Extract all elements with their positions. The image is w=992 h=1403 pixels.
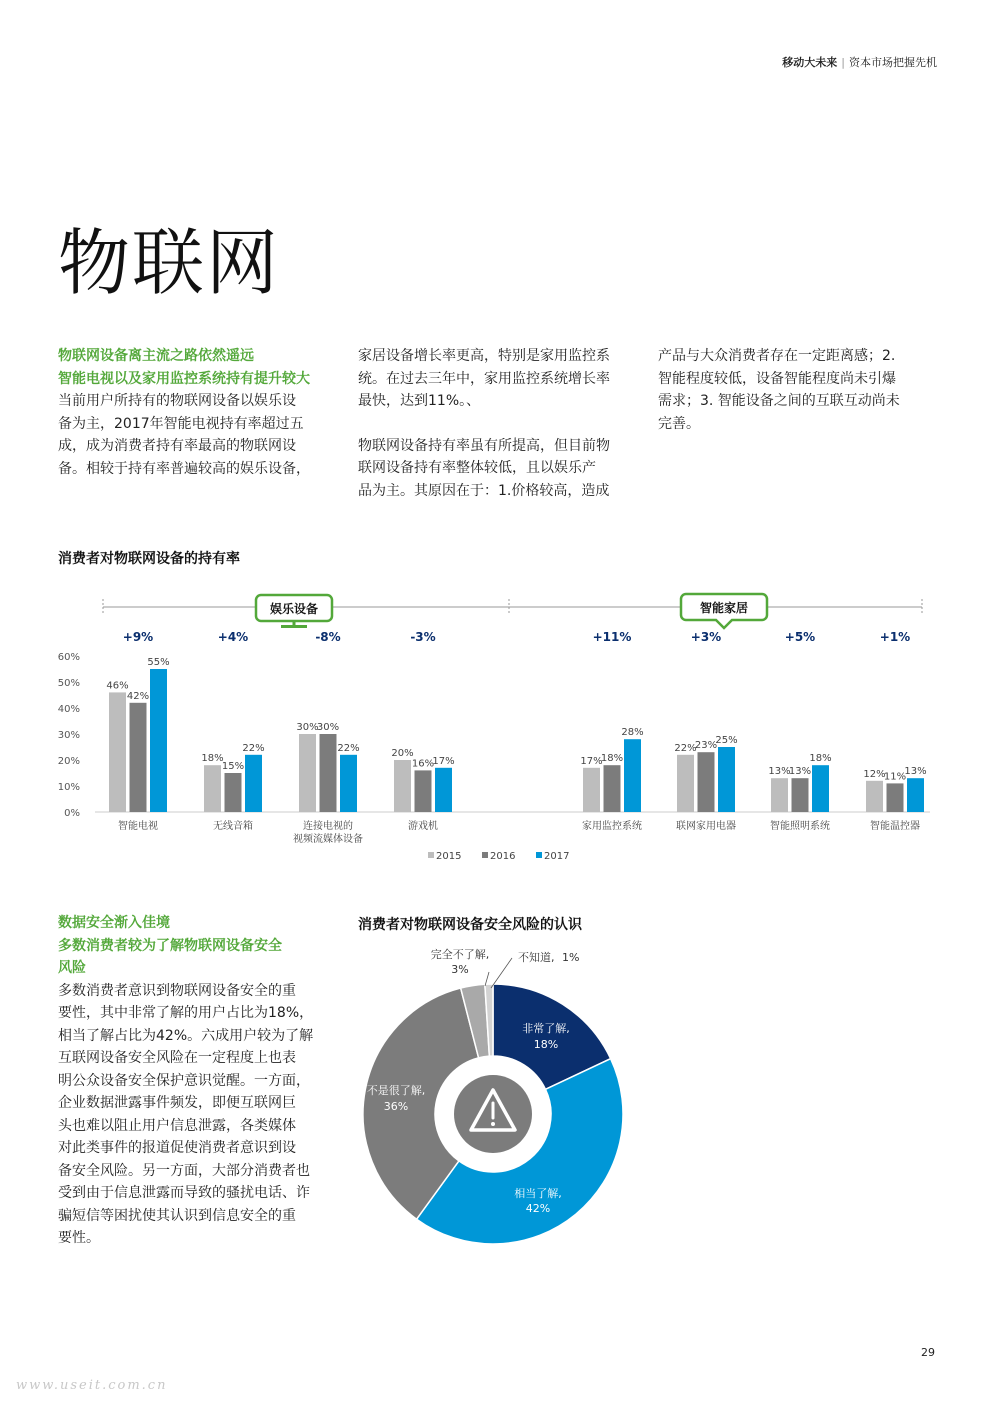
intro-column-1: [58, 345, 338, 480]
data-label: 18%: [600, 753, 624, 765]
security-line: 要性，其中非常了解的用户占比为18%，: [58, 1005, 314, 1021]
donut-label-quite: 相当了解,: [514, 1187, 562, 1200]
intro-line: 智能程度较低，设备智能程度尚未引爆: [658, 370, 896, 387]
change-label: +4%: [217, 630, 249, 644]
device-ownership-chart: [0, 585, 992, 875]
security-heading-2b: 风险: [58, 960, 86, 976]
chart-group-frame: [103, 594, 922, 628]
bar-2015: [583, 768, 600, 812]
bar-2017: [624, 739, 641, 812]
entertainment-group-badge: 娱乐设备: [269, 602, 319, 616]
y-tick-label: 0%: [64, 808, 80, 819]
donut-label-unknown: 不知道,: [518, 951, 555, 964]
bar-2017: [435, 768, 452, 812]
intro-line: 家居设备增长率更高，特别是家用监控系: [358, 348, 610, 364]
smart-home-group-badge: 智能家居: [699, 601, 749, 615]
security-line: 备安全风险。另一方面，大部分消费者也: [58, 1162, 310, 1179]
data-label: 18%: [201, 753, 224, 765]
bar-2015: [394, 760, 411, 812]
x-tick-label: 家用监控系统: [582, 821, 642, 832]
bar-2017: [150, 669, 167, 812]
security-column: [58, 912, 343, 1250]
y-tick-label: 10%: [57, 782, 80, 793]
bar-2016: [887, 783, 904, 812]
donut-pct-none: 3%: [451, 963, 469, 976]
bar-2016: [130, 703, 147, 812]
y-tick-label: 40%: [57, 704, 80, 715]
header-subtitle: 资本市场把握先机: [849, 56, 937, 69]
data-label: 46%: [106, 680, 129, 692]
donut-pct-quite: 42%: [525, 1202, 551, 1215]
y-tick-label: 30%: [57, 730, 80, 741]
data-label: 12%: [863, 768, 886, 780]
security-line: 互联网设备安全风险在一定程度上也表: [58, 1050, 296, 1066]
bar-2017: [907, 778, 924, 812]
x-tick-label: 连接电视的: [303, 821, 353, 832]
bar-2016: [415, 770, 432, 812]
bar-2015: [299, 734, 316, 812]
data-label: 20%: [391, 748, 414, 759]
change-label: +5%: [784, 630, 816, 644]
security-line: 明公众设备安全保护意识觉醒。一方面，: [58, 1072, 310, 1089]
change-label: +3%: [690, 630, 722, 644]
security-heading-1: 数据安全渐入佳境: [58, 915, 170, 931]
intro-heading-2: [58, 368, 338, 391]
legend-label-2016: 2016: [490, 851, 516, 862]
bar-2015: [677, 755, 694, 812]
bar-2016: [604, 765, 621, 812]
legend-label-2015: 2015: [436, 851, 462, 862]
header-brand: 移动大未来: [782, 56, 838, 69]
bar-2015: [109, 692, 126, 812]
page-header: 移动大未来 | 资本市场把握先机: [782, 56, 937, 69]
donut-label-not-much: 不是很了解,: [366, 1084, 426, 1097]
bar-2017: [812, 765, 829, 812]
intro-line: 需求；3. 智能设备之间的互联互动尚未: [658, 393, 900, 409]
bar-2017: [245, 755, 262, 812]
donut-pct-unknown: 1%: [562, 951, 580, 964]
legend-label-2017: 2017: [544, 851, 570, 862]
legend-swatch-2015: [428, 852, 434, 858]
data-label: 55%: [147, 657, 170, 668]
page-number: 29: [921, 1346, 935, 1359]
data-label: 16%: [411, 758, 435, 770]
intro-line: 最快，达到11%。、: [358, 393, 481, 409]
bar-2016: [320, 734, 337, 812]
intro-line: 物联网设备持有率虽有所提高，但目前物: [358, 437, 610, 454]
intro-line: 品为主。其原因在于：1.价格较高，造成: [358, 482, 610, 499]
intro-line: 联网设备持有率整体较低，且以娱乐产: [358, 460, 596, 476]
x-tick-label: 视频流媒体设备: [293, 834, 363, 845]
data-label: 13%: [904, 766, 927, 778]
change-label: -3%: [410, 630, 436, 644]
security-line: 骗短信等困扰使其认识到信息安全的重: [58, 1207, 296, 1224]
security-heading-2a: 多数消费者较为了解物联网设备安全: [58, 937, 282, 954]
change-label: +11%: [592, 630, 632, 644]
data-label: 22%: [674, 742, 697, 754]
intro-line: 统。在过去三年中，家用监控系统增长率: [358, 370, 610, 387]
security-line: 多数消费者意识到物联网设备安全的重: [58, 982, 296, 999]
data-label: 13%: [788, 766, 812, 778]
intro-line: 产品与大众消费者存在一定距离感；2.: [658, 348, 896, 364]
watermark: www.useit.com.cn: [16, 1378, 168, 1393]
intro-heading-1: 物联网设备离主流之路依然遥远: [58, 348, 254, 364]
intro-heading-2-text: 智能电视以及家用监控系统持有提升较大: [58, 370, 310, 387]
y-tick-label: 60%: [57, 652, 80, 663]
change-label: +1%: [879, 630, 911, 644]
x-tick-label: 智能温控器: [870, 821, 920, 832]
donut-pct-not-much: 36%: [383, 1100, 409, 1113]
chart1-title: 消费者对物联网设备的持有率: [58, 551, 240, 567]
bar-2015: [204, 765, 221, 812]
donut-label-none: 完全不了解,: [430, 948, 490, 961]
data-label: 13%: [768, 766, 791, 778]
data-label: 30%: [316, 722, 340, 733]
change-label: -8%: [315, 630, 341, 644]
bar-2015: [771, 778, 788, 812]
bar-2017: [340, 755, 357, 812]
intro-line: 成，成为消费者持有率最高的物联网设: [58, 438, 296, 454]
intro-line: 当前用户所持有的物联网设备以娱乐设: [58, 393, 296, 409]
x-tick-label: 游戏机: [408, 821, 438, 832]
warning-icon: [454, 1075, 532, 1153]
security-line: 头也难以阻止用户信息泄露，各类媒体: [58, 1117, 296, 1134]
security-line: 受到由于信息泄露而导致的骚扰电话、诈: [58, 1185, 310, 1201]
intro-column-2: [358, 345, 643, 502]
legend-swatch-2017: [536, 852, 542, 858]
change-label: +9%: [122, 630, 154, 644]
bar-2016: [698, 752, 715, 812]
security-line: 要性。: [58, 1230, 100, 1246]
donut-pct-very: 18%: [533, 1038, 559, 1051]
security-line: 相当了解占比为42%。六成用户较为了解: [58, 1027, 314, 1044]
data-label: 23%: [694, 740, 718, 752]
y-tick-label: 20%: [57, 756, 80, 767]
bar-2015: [866, 781, 883, 812]
security-line: 对此类事件的报道促使消费者意识到设: [58, 1140, 296, 1156]
data-label: 22%: [337, 742, 360, 754]
legend-swatch-2016: [482, 852, 488, 858]
data-label: 25%: [715, 735, 738, 746]
data-label: 17%: [580, 755, 603, 767]
data-label: 28%: [621, 727, 644, 739]
x-tick-label: 联网家用电器: [676, 821, 736, 832]
page-title: 物联网: [58, 221, 281, 305]
x-tick-label: 智能照明系统: [770, 821, 830, 832]
intro-column-3: [658, 345, 943, 435]
security-line: 企业数据泄露事件频发，即便互联网巨: [58, 1095, 296, 1111]
donut-label-very: 非常了解,: [522, 1022, 570, 1035]
data-label: 18%: [809, 753, 832, 765]
bar-2016: [792, 778, 809, 812]
x-tick-label: 无线音箱: [213, 821, 253, 832]
y-tick-label: 50%: [57, 678, 80, 689]
data-label: 15%: [221, 761, 245, 772]
data-label: 11%: [883, 771, 907, 783]
security-awareness-donut: [340, 940, 650, 1260]
donut-chart-title: 消费者对物联网设备安全风险的认识: [358, 917, 582, 933]
data-label: 22%: [242, 742, 265, 754]
data-label: 17%: [432, 755, 455, 767]
intro-line: 完善。: [658, 415, 700, 432]
bar-2016: [225, 773, 242, 812]
data-label: 30%: [296, 722, 319, 733]
intro-line: 备为主，2017年智能电视持有率超过五: [58, 415, 304, 432]
intro-line: 备。相较于持有率普遍较高的娱乐设备，: [58, 460, 310, 477]
x-tick-label: 智能电视: [118, 821, 158, 832]
data-label: 42%: [126, 690, 150, 702]
bar-2017: [718, 747, 735, 812]
